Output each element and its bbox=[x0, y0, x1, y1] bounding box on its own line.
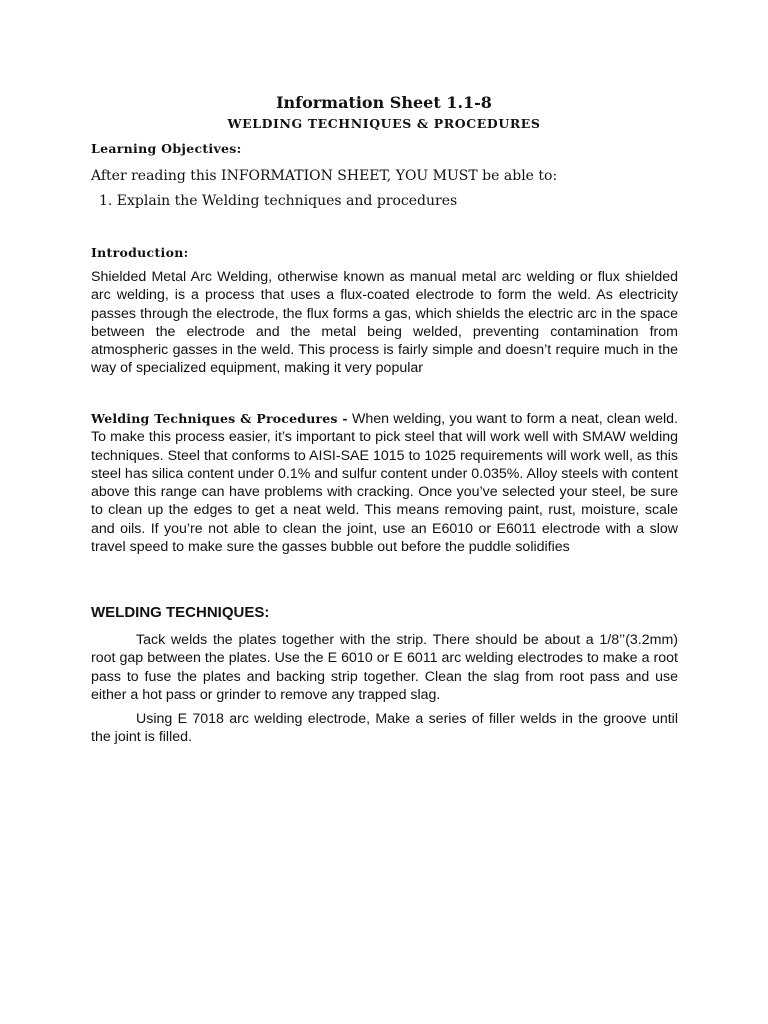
welding-techniques-heading: WELDING TECHNIQUES: bbox=[91, 604, 270, 621]
introduction-heading: Introduction: bbox=[91, 245, 189, 260]
document-title: Information Sheet 1.1-8 bbox=[276, 93, 492, 112]
welding-techniques-paragraph-2: Using E 7018 arc welding electrode, Make a series of filler welds in the groove until the joint is filled. bbox=[91, 711, 678, 746]
objective-item: 1. Explain the Welding techniques and procedures bbox=[99, 193, 458, 209]
techniques-procedures-paragraph bbox=[91, 410, 678, 556]
learning-objectives-lead: After reading this INFORMATION SHEET, YOU MUST be able to: bbox=[91, 168, 558, 184]
introduction-paragraph: Shielded Metal Arc Welding, otherwise known as manual metal arc welding or flux shielded arc welding, is a process that uses a flux-coated electrode to form the weld. As electricity passes through the electrode, the flux forms a gas, which shields the electric arc in the space between the electrode and the metal being welded, preventing contamination from atmospheric gasses in the weld. This process is fairly simple and doesn’t require much in the way of specialized equipment, making it very popular bbox=[91, 269, 678, 377]
techniques-procedures-runin-heading: Welding Techniques & Procedures - bbox=[91, 411, 348, 426]
learning-objectives-heading: Learning Objectives: bbox=[91, 141, 242, 156]
welding-techniques-paragraph-1: Tack welds the plates together with the strip. There should be about a 1/8’’(3.2mm) root gap between the plates. Use the E 6010 or E 6011 arc welding electrodes to make a root pass to fuse the plates and backing strip together. Clean the slag from root pass and use either a hot pass or grinder to remove any trapped slag. bbox=[91, 632, 678, 703]
document-subtitle: WELDING TECHNIQUES & PROCEDURES bbox=[227, 116, 541, 131]
techniques-procedures-body: When welding, you want to form a neat, clean weld. To make this process easier, it’s important to pick steel that will work well with SMAW welding techniques. Steel that conforms to AISI-SAE 1015 to 1025 requirements will work well, as this steel has silica content under 0.1% and sulfur content under 0.035%. Alloy steels with content above this range can have problems with cracking. Once you’ve selected your steel, be sure to clean up the edges to get a neat weld. This means removing paint, rust, moisture, scale and oils. If you’re not able to clean the joint, use an E6010 or E6011 electrode with a slow travel speed to make sure the gasses bubble out before the puddle solidifies bbox=[91, 411, 678, 556]
